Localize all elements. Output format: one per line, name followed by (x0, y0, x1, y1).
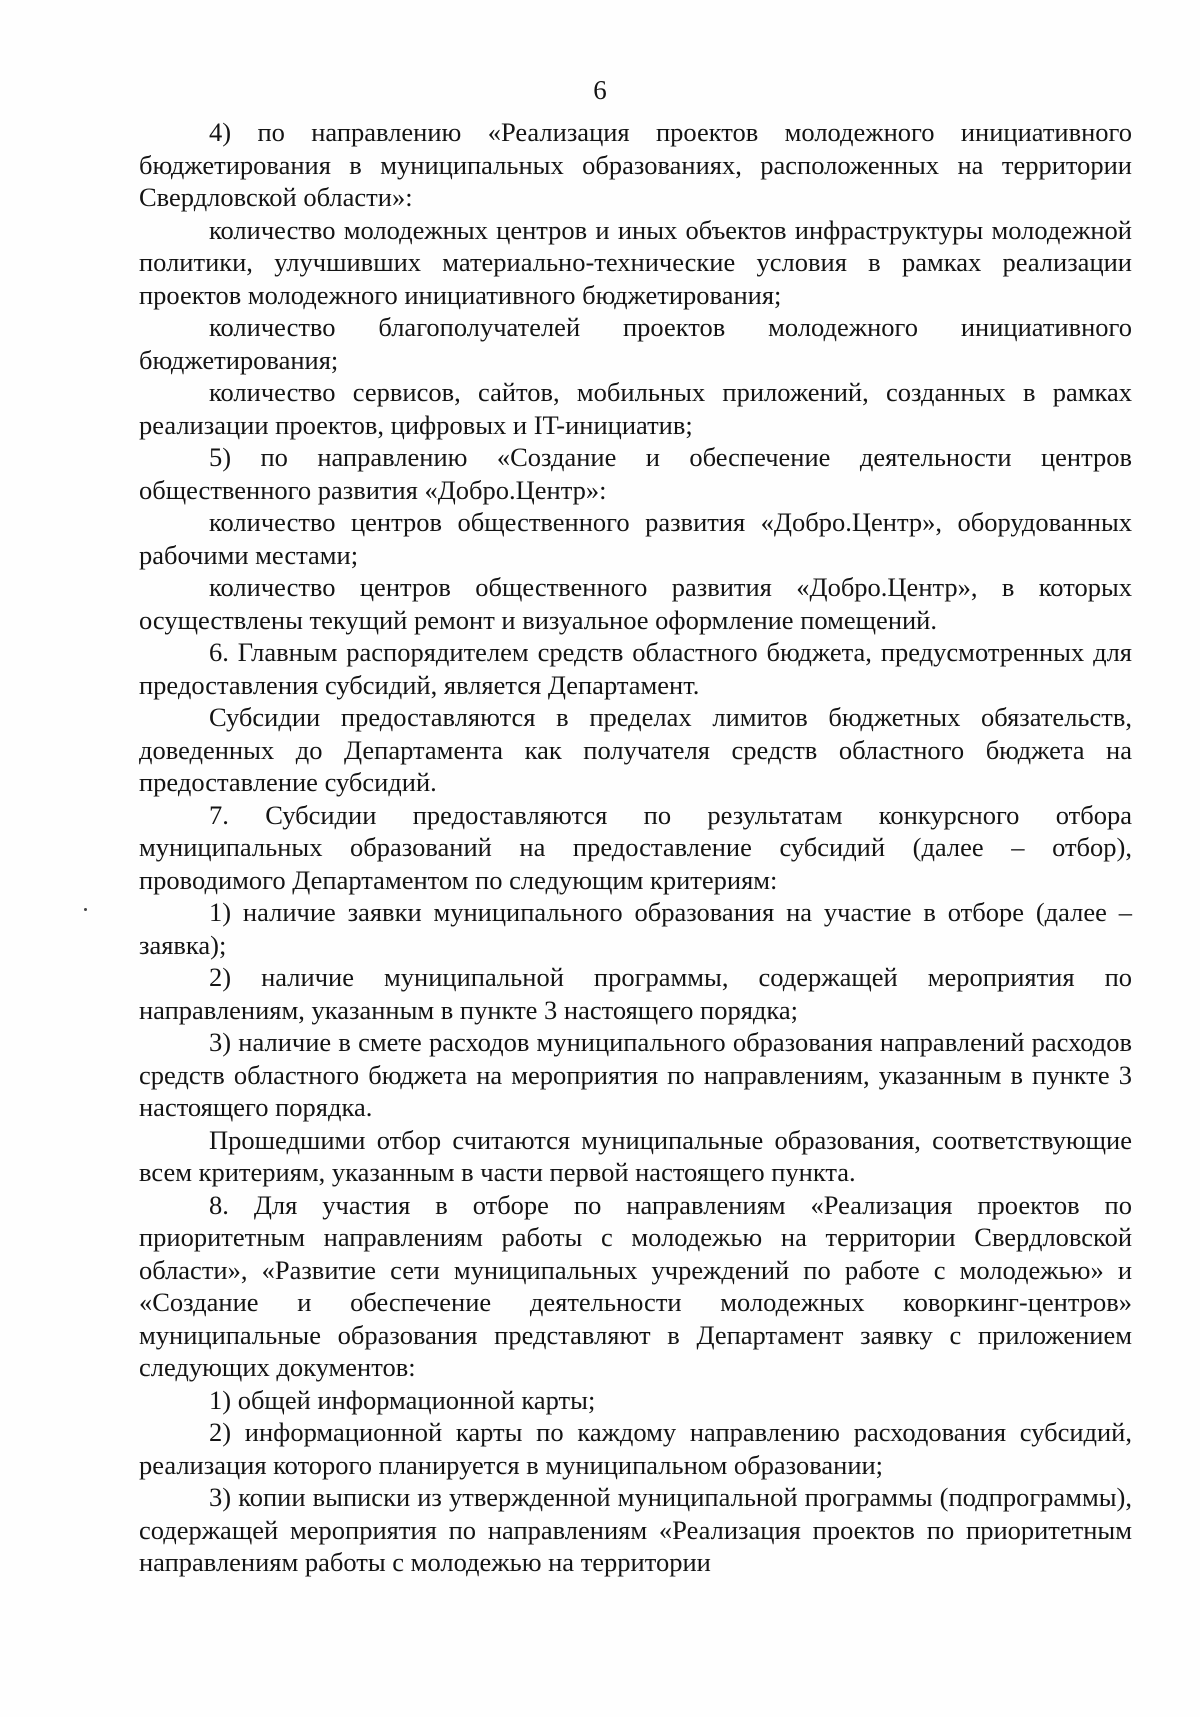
paragraph: количество центров общественного развития «Добро.Центр», в которых осуществлены текущий ремонт и визуальное оформление помещений. (139, 572, 1132, 635)
paragraph: 6. Главным распорядителем средств областного бюджета, предусмотренных для предоставления субсидий, является Департамент. (139, 637, 1132, 700)
document-body (139, 116, 1132, 1579)
paragraph: 7. Субсидии предоставляются по результатам конкурсного отбора муниципальных образований на предоставление субсидий (далее – отбор), проводимого Департаментом по следующим критериям: (139, 799, 1132, 895)
paragraph: Субсидии предоставляются в пределах лимитов бюджетных обязательств, доведенных до Департамента как получателя средств областного бюджета на предоставление субсидий. (139, 702, 1132, 797)
paragraph: количество молодежных центров и иных объектов инфраструктуры молодежной политики, улучшивших материально-технические условия в рамках реализации проектов молодежного инициативного бюджетирования; (139, 214, 1132, 310)
paragraph: 1) наличие заявки муниципального образования на участие в отборе (далее – заявка); (139, 897, 1132, 960)
paragraph: количество центров общественного развития «Добро.Центр», оборудованных рабочими местами; (139, 507, 1132, 570)
paragraph: 3) наличие в смете расходов муниципального образования направлений расходов средств областного бюджета на мероприятия по направлениям, указанным в пункте 3 настоящего порядка. (139, 1027, 1132, 1122)
scan-speck (84, 908, 87, 911)
paragraph: Прошедшими отбор считаются муниципальные образования, соответствующие всем критериям, указанным в части первой настоящего пункта. (139, 1124, 1132, 1187)
paragraph: 5) по направлению «Создание и обеспечение деятельности центров общественного развития «Добро.Центр»: (139, 442, 1132, 505)
paragraph: количество сервисов, сайтов, мобильных приложений, созданных в рамках реализации проектов, цифровых и IT-инициатив; (139, 377, 1132, 440)
page-number: 6 (593, 75, 607, 105)
paragraph: 2) наличие муниципальной программы, содержащей мероприятия по направлениям, указанным в пункте 3 настоящего порядка; (139, 962, 1132, 1025)
paragraph: 8. Для участия в отборе по направлениям «Реализация проектов по приоритетным направлениям работы с молодежью на территории Свердловской области», «Развитие сети муниципальных учреждений по работе с молодежью» и «Создание и обеспечение деятельности молодежных коворкинг-центров» муниципальные образования представляют в Департамент заявку с приложением следующих документов: (139, 1189, 1132, 1382)
paragraph: 3) копии выписки из утвержденной муниципальной программы (подпрограммы), содержащей мероприятия по направлениям «Реализация проектов по приоритетным направлениям работы с молодежью на территории (139, 1482, 1132, 1577)
paragraph: 2) информационной карты по каждому направлению расходования субсидий, реализация которого планируется в муниципальном образовании; (139, 1417, 1132, 1480)
paragraph: 1) общей информационной карты; (209, 1384, 596, 1415)
paragraph: количество благополучателей проектов молодежного инициативного бюджетирования; (139, 312, 1132, 375)
paragraph: 4) по направлению «Реализация проектов молодежного инициативного бюджетирования в муниципальных образованиях, расположенных на территории Свердловской области»: (139, 117, 1132, 212)
